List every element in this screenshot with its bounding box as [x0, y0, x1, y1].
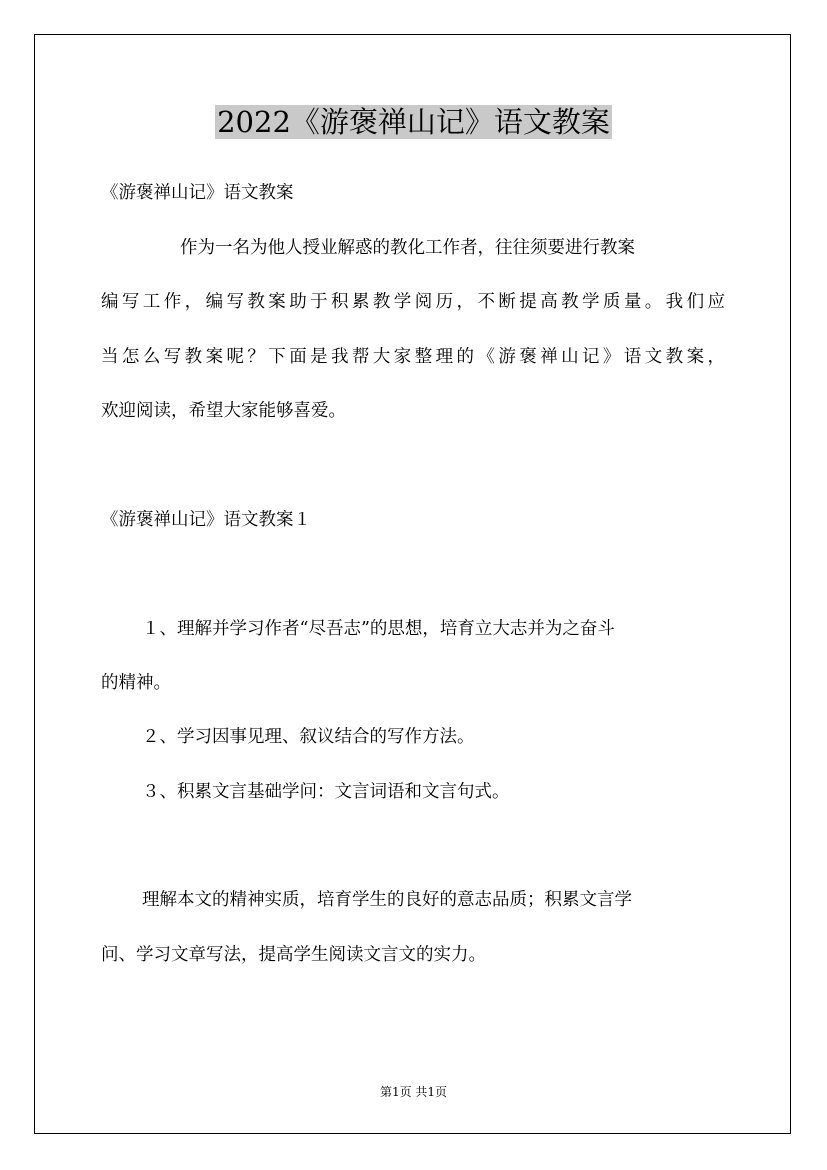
intro-line-4: 欢迎阅读，希望大家能够喜爱。	[101, 401, 346, 421]
focus-line-1: 理解本文的精神实质，培育学生的良好的意志品质；积累文言学	[142, 890, 632, 910]
goal-2: ２、学习因事见理、叙议结合的写作方法。	[142, 727, 475, 747]
intro-line-2: 编写工作，编写教案助于积累教学阅历，不断提高教学质量。我们应	[101, 292, 725, 312]
goal-1-line-2: 的精神。	[101, 673, 171, 693]
page-footer: 第1页 共1页	[379, 1085, 448, 1099]
document-title-text: 2022《游褒禅山记》语文教案	[217, 105, 610, 139]
goal-1-line-1: １、理解并学习作者“尽吾志”的思想，培育立大志并为之奋斗	[142, 619, 615, 639]
document-title	[0, 102, 827, 142]
focus-line-2: 问、学习文章写法，提高学生阅读文言文的实力。	[101, 945, 486, 965]
intro-line-1: 作为一名为他人授业解惑的教化工作者，往往须要进行教案	[180, 238, 635, 258]
section-heading: 《游褒禅山记》语文教案１	[101, 510, 311, 530]
intro-line-3: 当怎么写教案呢？下面是我帮大家整理的《游褒禅山记》语文教案，	[101, 347, 725, 367]
goal-3: ３、积累文言基础学问：文言词语和文言句式。	[142, 782, 510, 802]
subtitle: 《游褒禅山记》语文教案	[101, 183, 294, 203]
